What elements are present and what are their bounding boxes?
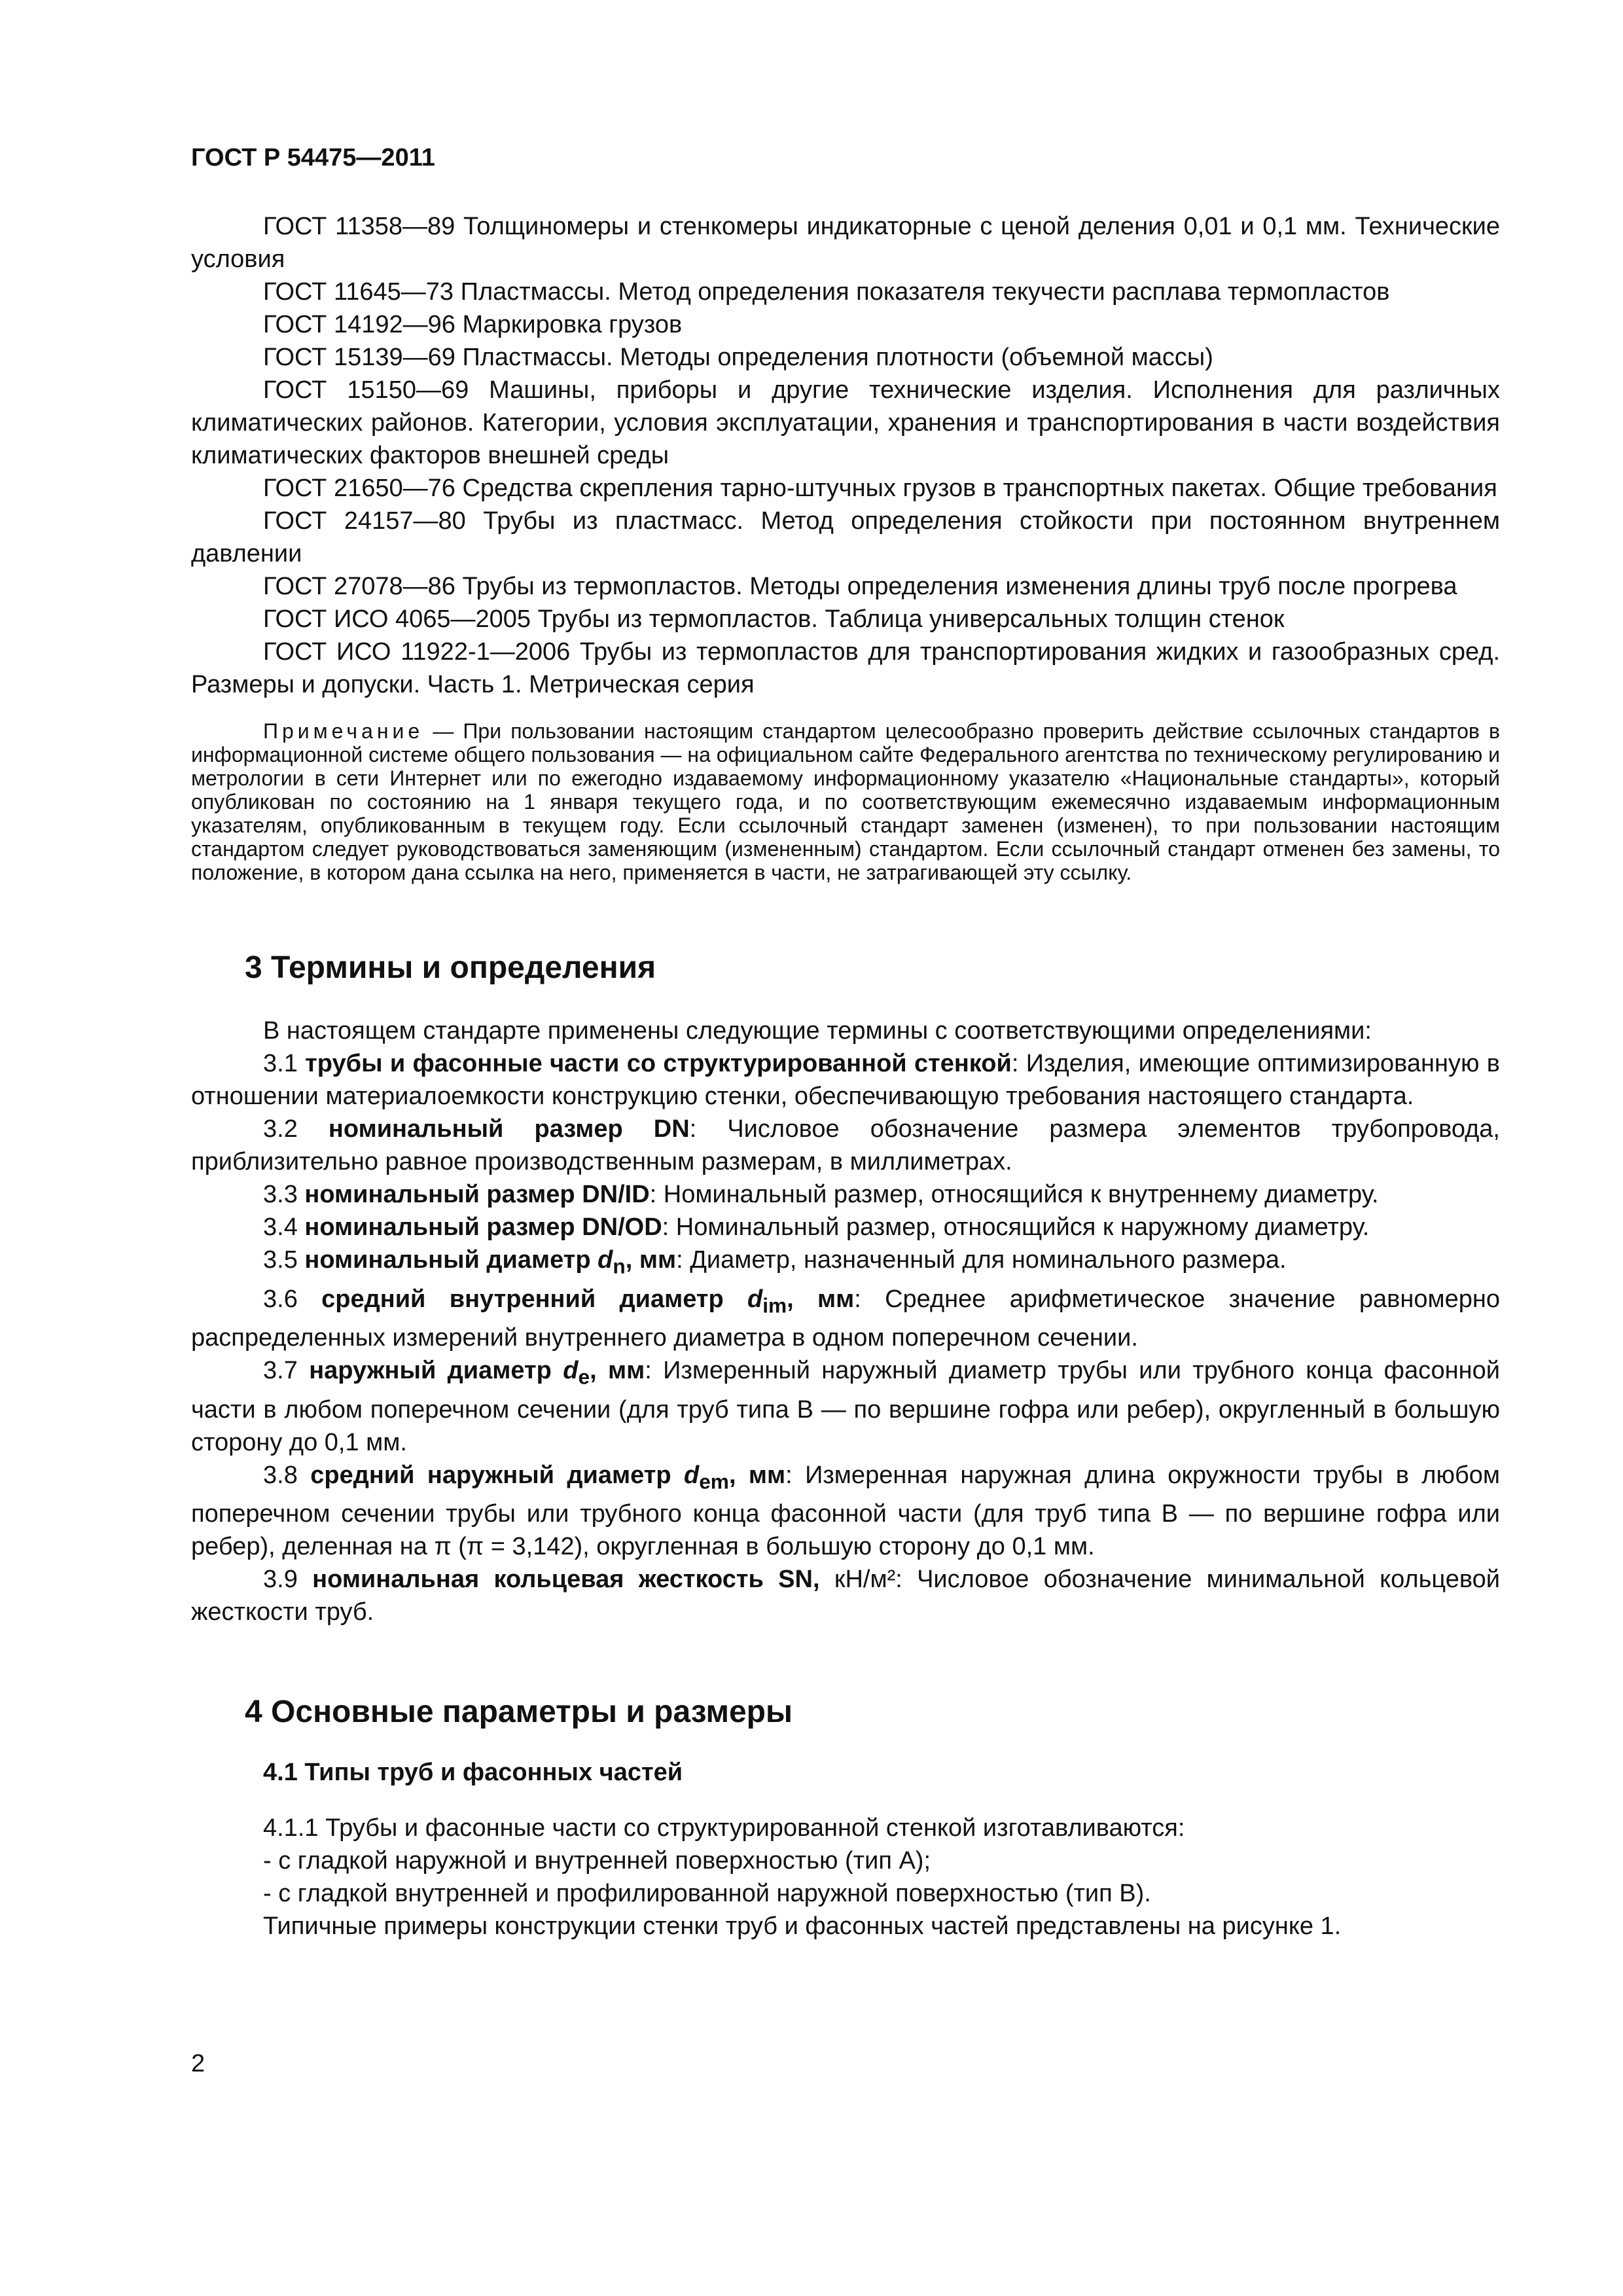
term-definition: : Диаметр, назначенный для номинального размера. bbox=[676, 1246, 1287, 1274]
term-item bbox=[191, 1354, 1500, 1459]
term-unit: , мм bbox=[590, 1357, 645, 1385]
page-number: 2 bbox=[191, 2050, 205, 2077]
reference-item: ГОСТ ИСО 4065—2005 Трубы из термопластов. Таблица универсальных толщин стенок bbox=[263, 605, 1285, 633]
term-name-text: средний внутренний диаметр bbox=[321, 1285, 747, 1313]
section-4-paragraph: 4.1.1 Трубы и фасонные части со структурированной стенкой изготавливаются: bbox=[263, 1814, 1185, 1842]
reference-item: ГОСТ 15139—69 Пластмассы. Методы определения плотности (объемной массы) bbox=[263, 344, 1213, 371]
term-definition: : Измеренный наружный диаметр трубы или трубного конца фасонной части в любом поперечном сечении (для труб типа В — по вершине гофра или ребер), округленный в большую сторону до 0,1 мм. bbox=[191, 1357, 1500, 1456]
term-name: номинальный размер DN/OD bbox=[304, 1213, 662, 1241]
term-definition: : Номинальный размер, относящийся к внутреннему диаметру. bbox=[649, 1181, 1379, 1208]
term-item bbox=[191, 1178, 1500, 1211]
term-name-text: наружный диаметр bbox=[309, 1357, 563, 1385]
term-name bbox=[321, 1285, 855, 1318]
term-name bbox=[304, 1246, 677, 1278]
reference-item: ГОСТ 15150—69 Машины, приборы и другие технические изделия. Исполнения для различных климатических районов. Категории, условия эксплуатации, хранения и транспортирования в части воздействия климатических факторов внешней среды bbox=[191, 376, 1500, 469]
term-name bbox=[310, 1461, 786, 1494]
note bbox=[191, 719, 1500, 884]
term-number: 3.9 bbox=[263, 1566, 298, 1594]
term-symbol: d bbox=[683, 1461, 700, 1489]
term-definition: : Измеренная наружная длина окружности трубы в любом поперечном сечении трубы или трубного конца фасонной части (для труб типа В — по вершине гофра или ребер), деленная на π (π = 3,142), округленная в большую сторону до 0,1 мм. bbox=[191, 1461, 1500, 1561]
term-item bbox=[191, 1283, 1500, 1355]
subsection-4-1-title: 4.1 Типы труб и фасонных частей bbox=[263, 1759, 683, 1787]
term-number: 3.6 bbox=[263, 1285, 298, 1313]
reference-item: ГОСТ 14192—96 Маркировка грузов bbox=[263, 311, 683, 338]
term-definition: кН/м²: Числовое обозначение минимальной кольцевой жесткости труб. bbox=[191, 1566, 1500, 1626]
term-name: номинальный размер DN/ID bbox=[304, 1181, 650, 1208]
reference-item: ГОСТ 11645—73 Пластмассы. Метод определения показателя текучести расплава термопластов bbox=[263, 278, 1390, 306]
term-definition: : Изделия, имеющие оптимизированную в отношении материалоемкости конструкцию стенки, обеспечивающую требования настоящего стандарта. bbox=[191, 1050, 1500, 1110]
term-unit: , мм bbox=[787, 1285, 855, 1313]
term-number: 3.5 bbox=[263, 1246, 298, 1274]
terms-list bbox=[191, 1047, 1500, 1628]
note-text: — При пользовании настоящим стандартом целесообразно проверить действие ссылочных стандартов в информационной системе общего пользования — на официальном сайте Федерального агентства по техническому регулированию и метрологии в сети Интернет или по ежегодно издаваемому информационному указателю «Национальные стандарты», который опубликован по состоянию на 1 января текущего года, и по соответствующим ежемесячно издаваемым информационным указателям, опубликованным в текущем году. Если ссылочный стандарт заменен (изменен), то при пользовании настоящим стандартом следует руководствоваться заменяющим (измененным) стандартом. Если ссылочный стандарт отменен без замены, то положение, в котором дана ссылка на него, применяется в части, не затрагивающей эту ссылку. bbox=[191, 719, 1500, 884]
term-item bbox=[191, 1459, 1500, 1564]
section-3-title: 3 Термины и определения bbox=[245, 950, 656, 985]
note-label: Примечание bbox=[263, 719, 424, 743]
references-list bbox=[191, 210, 1500, 701]
term-symbol: d bbox=[597, 1246, 613, 1274]
term-name bbox=[309, 1357, 645, 1389]
term-item bbox=[191, 1113, 1500, 1178]
term-subscript: e bbox=[578, 1365, 590, 1389]
document-page bbox=[191, 144, 1500, 1943]
term-subscript: em bbox=[699, 1469, 729, 1494]
term-symbol: d bbox=[747, 1285, 763, 1313]
section-3-intro: В настоящем стандарте применены следующие термины с соответствующими определениями: bbox=[263, 1017, 1372, 1045]
reference-item: ГОСТ 11358—89 Толщиномеры и стенкомеры индикаторные с ценой деления 0,01 и 0,1 мм. Технические условия bbox=[191, 213, 1500, 273]
term-item bbox=[191, 1244, 1500, 1283]
term-definition: : Числовое обозначение размера элементов трубопровода, приблизительно равное производственным размерам, в миллиметрах. bbox=[191, 1115, 1500, 1175]
section-4-paragraph: Типичные примеры конструкции стенки труб и фасонных частей представлены на рисунке 1. bbox=[263, 1912, 1342, 1941]
document-header: ГОСТ Р 54475—2011 bbox=[191, 144, 435, 171]
reference-item: ГОСТ 24157—80 Трубы из пластмасс. Метод определения стойкости при постоянном внутреннем давлении bbox=[191, 507, 1500, 567]
reference-item: ГОСТ 27078—86 Трубы из термопластов. Методы определения изменения длины труб после прогрева bbox=[263, 573, 1457, 600]
term-item bbox=[191, 1047, 1500, 1113]
term-number: 3.4 bbox=[263, 1213, 298, 1241]
term-name-text: средний наружный диаметр bbox=[310, 1461, 684, 1489]
term-name: номинальный размер DN bbox=[328, 1115, 690, 1143]
term-unit: , мм bbox=[728, 1461, 786, 1489]
term-number: 3.3 bbox=[263, 1181, 298, 1208]
term-subscript: n bbox=[613, 1254, 626, 1278]
term-number: 3.1 bbox=[263, 1050, 298, 1077]
term-subscript: im bbox=[762, 1293, 787, 1318]
term-number: 3.8 bbox=[263, 1461, 298, 1489]
term-name: номинальная кольцевая жесткость SN, bbox=[312, 1566, 820, 1594]
term-name-text: номинальный диаметр bbox=[304, 1246, 598, 1274]
section-4-title: 4 Основные параметры и размеры bbox=[245, 1695, 793, 1730]
term-definition: : Среднее арифметическое значение равномерно распределенных измерений внутреннего диаметра в одном поперечном сечении. bbox=[191, 1285, 1500, 1352]
term-name: трубы и фасонные части со структурированной стенкой bbox=[305, 1050, 1012, 1077]
reference-item: ГОСТ 21650—76 Средства скрепления тарно-штучных грузов в транспортных пакетах. Общие требования bbox=[263, 475, 1497, 502]
reference-item: ГОСТ ИСО 11922-1—2006 Трубы из термопластов для транспортирования жидких и газообразных сред. Размеры и допуски. Часть 1. Метрическая серия bbox=[191, 638, 1500, 698]
term-item bbox=[191, 1563, 1500, 1628]
term-number: 3.2 bbox=[263, 1115, 298, 1143]
term-unit: , мм bbox=[625, 1246, 677, 1274]
list-item: - с гладкой внутренней и профилированной наружной поверхностью (тип В). bbox=[263, 1880, 1151, 1908]
term-symbol: d bbox=[563, 1357, 579, 1385]
term-definition: : Номинальный размер, относящийся к наружному диаметру. bbox=[662, 1213, 1370, 1241]
list-item: - с гладкой наружной и внутренней поверхностью (тип А); bbox=[263, 1847, 931, 1875]
term-item bbox=[191, 1211, 1500, 1244]
term-number: 3.7 bbox=[263, 1357, 298, 1385]
